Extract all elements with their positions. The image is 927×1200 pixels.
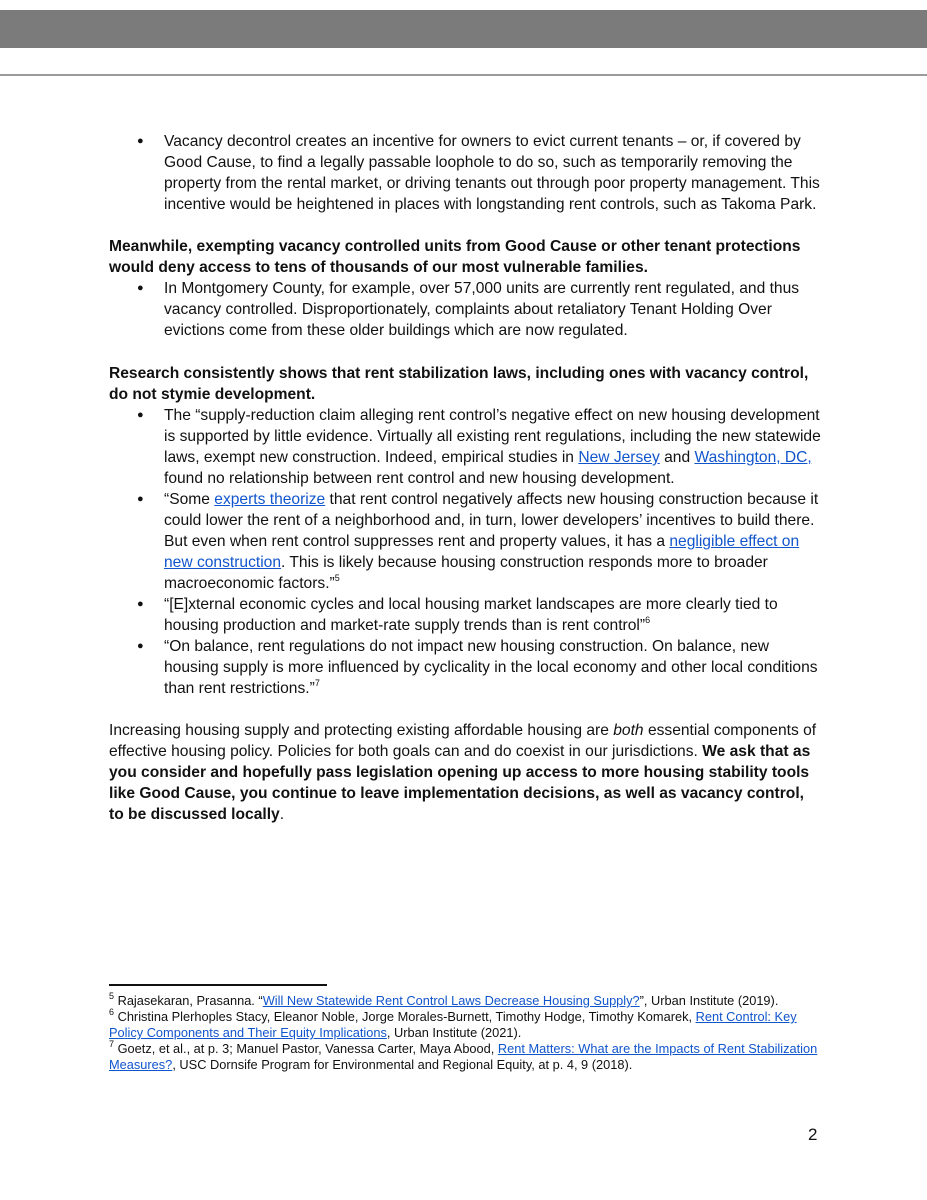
text: Increasing housing supply and protecting existing affordable housing are xyxy=(109,722,614,739)
footnote-ref-7[interactable]: 7 xyxy=(314,677,320,688)
text: “On balance, rent regulations do not impact new housing construction. On balance, new housing supply is more influenced by cyclicality in the local economy and other local conditions than rent restrictions.” xyxy=(164,638,818,697)
text: , Urban Institute (2021). xyxy=(386,1025,522,1040)
section-heading-exemption: Meanwhile, exempting vacancy controlled units from Good Cause or other tenant protections would deny access to tens of thousands of our most vulnerable families. xyxy=(109,238,801,276)
footnote-7 xyxy=(109,1038,821,1073)
header-bar xyxy=(0,10,927,48)
text: . This is likely because housing construction responds more to broader macroeconomic factors.” xyxy=(164,554,768,592)
bullet-list-research xyxy=(109,405,821,699)
link-negligible-effect[interactable]: negligible effect on new construction xyxy=(164,533,800,571)
text: The “supply-reduction claim alleging rent control’s negative effect on new housing development is supported by little evidence. Virtually all existing rent regulations, including the new statewide laws, exempt new construction. Indeed, empirical studies in xyxy=(164,407,821,466)
footnote-number: 5 xyxy=(109,990,115,1001)
document-body xyxy=(109,131,821,825)
text: Christina Plerhoples Stacy, Eleanor Noble, Jorge Morales-Burnett, Timothy Hodge, Timothy Komarek, xyxy=(114,1009,696,1024)
footnotes xyxy=(109,990,821,1073)
footnote-number: 6 xyxy=(109,1006,115,1017)
footnote-link[interactable]: Rent Matters: What are the Impacts of Rent Stabilization Measures? xyxy=(109,1041,818,1072)
footnote-5 xyxy=(109,990,821,1009)
footnote-ref-6[interactable]: 6 xyxy=(645,614,651,625)
text: ”, Urban Institute (2019). xyxy=(639,993,779,1008)
text: essential components of effective housing policy. Policies for both goals can and do coexist in our jurisdictions. xyxy=(109,722,817,760)
list-item xyxy=(109,405,821,489)
text: found no relationship between rent control and new housing development. xyxy=(164,470,675,487)
footnote-link[interactable]: Will New Statewide Rent Control Laws Decrease Housing Supply? xyxy=(262,993,640,1008)
link-washington-dc[interactable]: Washington, DC, xyxy=(694,449,812,466)
text: Goetz, et al., at p. 3; Manuel Pastor, Vanessa Carter, Maya Abood, xyxy=(114,1041,498,1056)
bullet-list-intro xyxy=(109,131,821,215)
text: , USC Dornsife Program for Environmental and Regional Equity, at p. 4, 9 (2018). xyxy=(172,1057,633,1072)
footnote-link[interactable]: Rent Control: Key Policy Components and Their Equity Implications xyxy=(109,1009,797,1040)
closing-paragraph xyxy=(109,720,821,825)
link-new-jersey[interactable]: New Jersey xyxy=(578,449,660,466)
text: that rent control negatively affects new housing construction because it could lower the rent of a neighborhood and, in turn, lower developers’ incentives to build there. But even when rent control suppresses rent and property values, it has a xyxy=(164,491,819,550)
header-divider xyxy=(0,74,927,76)
list-item: ● In Montgomery County, for example, over 57,000 units are currently rent regulated, and thus vacancy controlled. Disproportionately, complaints about retaliatory Tenant Holding Over evictions come from these older buildings which are now regulated. xyxy=(109,278,821,341)
list-item: ● Vacancy decontrol creates an incentive for owners to evict current tenants – or, if covered by Good Cause, to find a legally passable loophole to do so, such as temporarily removing the property from the rental market, or driving tenants out through poor property management. This incentive would be heightened in places with longstanding rent controls, such as Takoma Park. xyxy=(109,131,821,215)
emphasis: both xyxy=(613,722,644,739)
list-item xyxy=(109,594,821,636)
text: “Some xyxy=(164,491,215,508)
footnote-6 xyxy=(109,1006,821,1041)
link-experts-theorize[interactable]: experts theorize xyxy=(214,491,326,508)
footnote-separator xyxy=(109,984,327,986)
ask-statement: We ask that as you consider and hopefully pass legislation opening up access to more housing stability tools like Good Cause, you continue to leave implementation decisions, as well as vacancy control, to be discussed locally xyxy=(109,743,811,823)
list-item xyxy=(109,636,821,699)
section-heading-research: Research consistently shows that rent stabilization laws, including ones with vacancy control, do not stymie development. xyxy=(109,365,809,403)
footnote-ref-5[interactable]: 5 xyxy=(334,572,340,583)
bullet-list-montgomery xyxy=(109,278,821,341)
text: “[E]xternal economic cycles and local housing market landscapes are more clearly tied to housing production and market-rate supply trends than is rent control” xyxy=(164,596,778,634)
page-number: 2 xyxy=(808,1125,818,1144)
text: and xyxy=(659,449,695,466)
text: . xyxy=(279,806,285,823)
text: Rajasekaran, Prasanna. “ xyxy=(114,993,263,1008)
list-item xyxy=(109,489,821,594)
footnote-number: 7 xyxy=(109,1038,115,1049)
